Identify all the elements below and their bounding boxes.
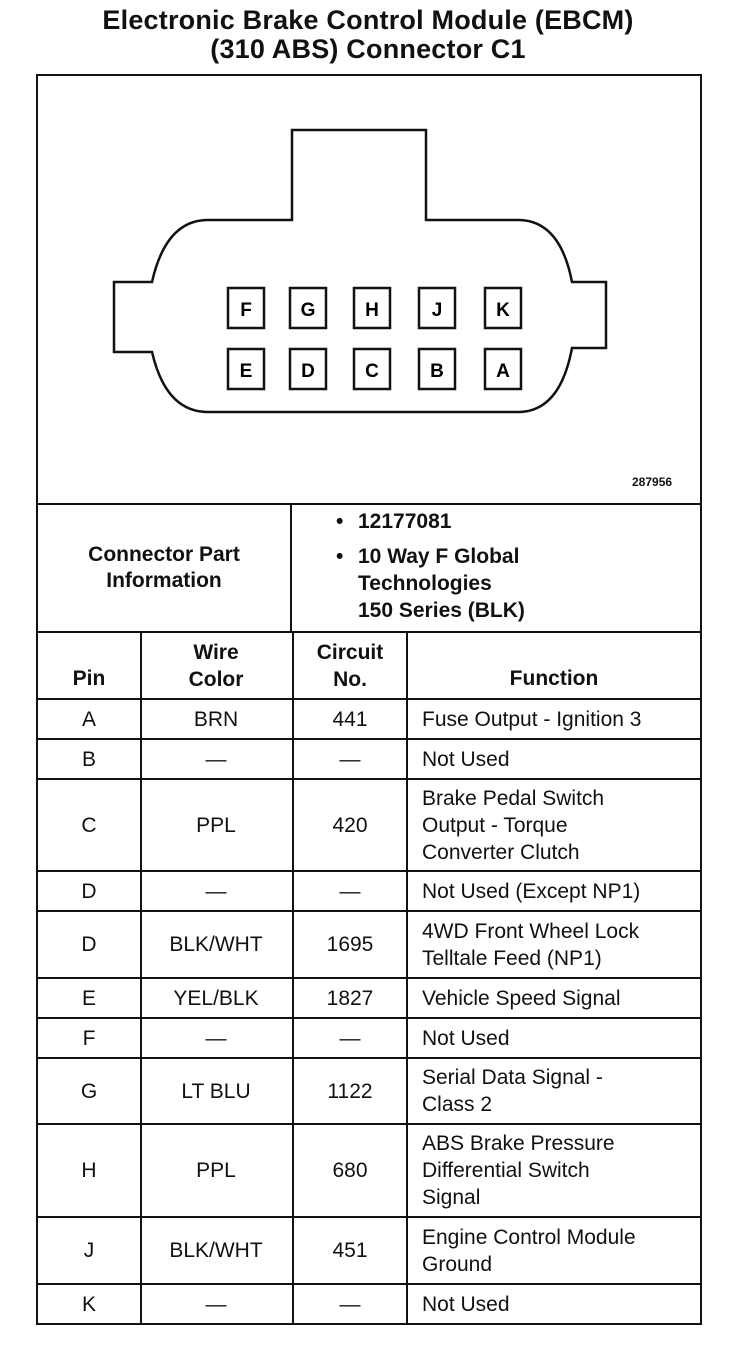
column-header-function: Function bbox=[509, 667, 599, 690]
function-line: Not Used bbox=[422, 1293, 510, 1316]
function-line: Engine Control Module bbox=[422, 1225, 636, 1249]
pin-cell: D bbox=[81, 933, 97, 956]
pin-label: C bbox=[365, 361, 379, 382]
wire-color-cell: LT BLU bbox=[181, 1079, 251, 1103]
function-cell bbox=[408, 1285, 700, 1324]
function-line: Output - Torque bbox=[422, 813, 568, 837]
function-line: Not Used bbox=[422, 1026, 510, 1050]
wire-color-cell: BLK/WHT bbox=[169, 1239, 263, 1262]
part-description-line: Technologies bbox=[358, 572, 492, 595]
circuit-cell: — bbox=[339, 1293, 361, 1316]
function-cell bbox=[408, 740, 700, 778]
function-line: Converter Clutch bbox=[422, 840, 580, 864]
header-line: Wire bbox=[193, 640, 239, 664]
figure-number: 287956 bbox=[632, 475, 673, 489]
function-line: ABS Brake Pressure bbox=[422, 1132, 615, 1155]
function-cell bbox=[408, 912, 700, 977]
function-cell bbox=[408, 1059, 700, 1123]
function-line: 4WD Front Wheel Lock bbox=[422, 919, 640, 943]
pin-cell: G bbox=[80, 1079, 98, 1103]
function-line: Brake Pedal Switch bbox=[422, 786, 605, 810]
pin-label: G bbox=[300, 300, 316, 321]
function-line: Not Used (Except NP1) bbox=[422, 879, 641, 903]
function-cell bbox=[408, 872, 700, 910]
page-title bbox=[0, 6, 736, 64]
pin-label: K bbox=[496, 300, 510, 321]
column-header-pin: Pin bbox=[72, 667, 106, 690]
function-cell bbox=[408, 1218, 700, 1283]
connector-outline-icon bbox=[114, 130, 606, 412]
function-line: Class 2 bbox=[422, 1093, 493, 1116]
wire-color-cell: PPL bbox=[196, 813, 236, 837]
divider bbox=[290, 503, 292, 631]
pin-cell: B bbox=[81, 747, 96, 771]
circuit-cell: 451 bbox=[332, 1239, 368, 1262]
function-line: Signal bbox=[422, 1186, 481, 1209]
circuit-cell: 420 bbox=[332, 813, 368, 837]
divider bbox=[292, 631, 294, 1324]
part-info-item bbox=[336, 543, 525, 624]
pin-row-top bbox=[228, 288, 521, 328]
part-info-details bbox=[336, 508, 525, 624]
wire-color-cell: — bbox=[205, 1293, 227, 1316]
pin-label: A bbox=[496, 361, 510, 382]
column-header-circuit bbox=[292, 633, 408, 698]
part-description-line: 150 Series (BLK) bbox=[358, 599, 525, 622]
bullet-icon: • bbox=[336, 545, 344, 568]
pin-row-bottom bbox=[228, 349, 521, 389]
circuit-cell: 680 bbox=[332, 1159, 368, 1182]
circuit-cell: 441 bbox=[332, 707, 368, 731]
header-line: Circuit bbox=[316, 640, 384, 664]
function-line: Fuse Output - Ignition 3 bbox=[422, 707, 642, 731]
part-info-label-line: Information bbox=[106, 569, 222, 592]
title-line-2: (310 ABS) Connector C1 bbox=[210, 34, 526, 64]
pin-cell: K bbox=[81, 1293, 96, 1316]
wire-color-cell: — bbox=[205, 747, 227, 771]
function-line: Ground bbox=[422, 1252, 493, 1276]
function-line: Differential Switch bbox=[422, 1159, 590, 1182]
wire-color-cell: PPL bbox=[196, 1159, 236, 1182]
pin-cell: C bbox=[81, 813, 97, 837]
wire-color-cell: BRN bbox=[193, 707, 239, 731]
header-line: No. bbox=[333, 667, 367, 691]
pin-cell: F bbox=[82, 1026, 96, 1050]
part-info-label bbox=[38, 505, 290, 631]
function-line: Telltale Feed (NP1) bbox=[422, 946, 602, 970]
pin-cell: E bbox=[81, 986, 96, 1010]
function-cell bbox=[408, 700, 700, 738]
column-header-wire-color bbox=[140, 633, 292, 698]
circuit-cell: 1695 bbox=[326, 933, 374, 956]
pin-label: E bbox=[239, 361, 253, 382]
pin-label: B bbox=[430, 361, 444, 382]
wire-color-cell: BLK/WHT bbox=[169, 933, 263, 956]
pin-label: F bbox=[240, 300, 252, 321]
circuit-cell: 1122 bbox=[327, 1079, 373, 1103]
pin-cell: D bbox=[81, 879, 97, 903]
divider bbox=[406, 631, 408, 1324]
circuit-cell: — bbox=[339, 879, 361, 903]
pin-cell: J bbox=[83, 1239, 95, 1262]
pin-cell: H bbox=[81, 1159, 97, 1182]
connector-diagram bbox=[36, 74, 702, 504]
part-number: 12177081 bbox=[358, 510, 452, 533]
circuit-cell: — bbox=[339, 747, 361, 771]
part-info-label-line: Connector Part bbox=[88, 543, 240, 566]
title-line-1: Electronic Brake Control Module (EBCM) bbox=[102, 5, 634, 35]
function-line: Vehicle Speed Signal bbox=[422, 986, 621, 1010]
pin-cell: A bbox=[81, 707, 96, 731]
divider bbox=[140, 631, 142, 1324]
function-cell bbox=[408, 1019, 700, 1057]
pin-label: H bbox=[365, 300, 379, 321]
wire-color-cell: YEL/BLK bbox=[173, 986, 259, 1010]
function-cell bbox=[408, 1125, 700, 1216]
pin-label: J bbox=[431, 300, 443, 321]
part-info-item bbox=[336, 508, 525, 535]
function-cell bbox=[408, 979, 700, 1017]
circuit-cell: 1827 bbox=[326, 986, 374, 1010]
pin-label: D bbox=[301, 361, 315, 382]
wire-color-cell: — bbox=[205, 879, 227, 903]
wire-color-cell: — bbox=[205, 1026, 227, 1050]
circuit-cell: — bbox=[339, 1026, 361, 1050]
function-cell bbox=[408, 780, 700, 870]
function-line: Not Used bbox=[422, 747, 510, 771]
part-description-line: 10 Way F Global bbox=[358, 545, 520, 568]
header-line: Color bbox=[188, 667, 244, 691]
bullet-icon: • bbox=[336, 510, 344, 533]
function-line: Serial Data Signal - bbox=[422, 1066, 603, 1089]
